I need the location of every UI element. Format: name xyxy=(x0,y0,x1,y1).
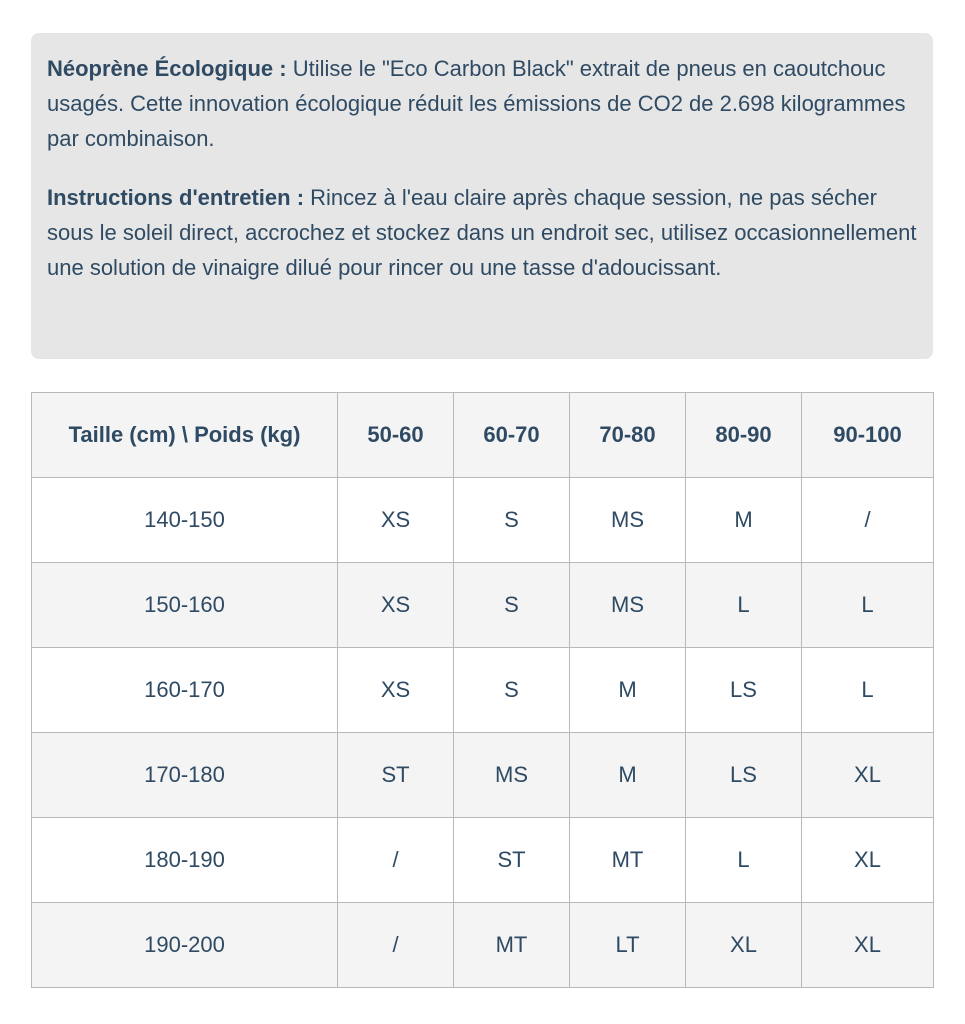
header-cell-weight: 70-80 xyxy=(570,393,686,478)
height-cell: 190-200 xyxy=(32,903,338,988)
header-cell-height-weight: Taille (cm) \ Poids (kg) xyxy=(32,393,338,478)
header-cell-weight: 80-90 xyxy=(686,393,802,478)
table-row xyxy=(32,648,934,733)
size-cell: XL xyxy=(802,733,934,818)
table-row xyxy=(32,733,934,818)
care-text: Rincez à l'eau claire après chaque session, ne pas sécher sous le soleil direct, accrochez et stockez dans un endroit sec, utilisez occasionnellement une solution de vinaigre dilué pour rincer ou une tasse d'adoucissant. xyxy=(47,185,917,280)
size-cell: MT xyxy=(454,903,570,988)
height-cell: 160-170 xyxy=(32,648,338,733)
size-chart-table xyxy=(31,392,934,988)
product-info-box xyxy=(31,33,933,359)
size-cell: XL xyxy=(802,818,934,903)
table-row xyxy=(32,903,934,988)
size-cell: LT xyxy=(570,903,686,988)
size-cell: LS xyxy=(686,648,802,733)
size-cell: MT xyxy=(570,818,686,903)
height-cell: 140-150 xyxy=(32,478,338,563)
size-cell: / xyxy=(338,903,454,988)
size-cell: L xyxy=(686,563,802,648)
neoprene-label: Néoprène Écologique : xyxy=(47,56,287,81)
size-cell: S xyxy=(454,648,570,733)
size-cell: LS xyxy=(686,733,802,818)
height-cell: 180-190 xyxy=(32,818,338,903)
size-cell: S xyxy=(454,478,570,563)
size-cell: / xyxy=(338,818,454,903)
size-cell: XL xyxy=(802,903,934,988)
table-row xyxy=(32,563,934,648)
size-cell: L xyxy=(802,563,934,648)
size-cell: XS xyxy=(338,648,454,733)
table-header-row xyxy=(32,393,934,478)
size-cell: M xyxy=(570,733,686,818)
size-cell: XS xyxy=(338,478,454,563)
size-cell: XL xyxy=(686,903,802,988)
neoprene-paragraph xyxy=(47,51,917,156)
header-cell-weight: 90-100 xyxy=(802,393,934,478)
care-instructions-paragraph xyxy=(47,180,917,285)
neoprene-text: Utilise le "Eco Carbon Black" extrait de pneus en caoutchouc usagés. Cette innovation écologique réduit les émissions de CO2 de 2.698 kilogrammes par combinaison. xyxy=(47,56,906,151)
size-cell: L xyxy=(802,648,934,733)
care-label: Instructions d'entretien : xyxy=(47,185,305,210)
height-cell: 170-180 xyxy=(32,733,338,818)
size-cell: L xyxy=(686,818,802,903)
size-cell: MS xyxy=(570,563,686,648)
size-cell: S xyxy=(454,563,570,648)
size-cell: MS xyxy=(570,478,686,563)
table-row xyxy=(32,818,934,903)
size-cell: M xyxy=(570,648,686,733)
height-cell: 150-160 xyxy=(32,563,338,648)
size-cell: M xyxy=(686,478,802,563)
size-cell: XS xyxy=(338,563,454,648)
size-cell: / xyxy=(802,478,934,563)
size-cell: MS xyxy=(454,733,570,818)
size-cell: ST xyxy=(454,818,570,903)
size-cell: ST xyxy=(338,733,454,818)
header-cell-weight: 60-70 xyxy=(454,393,570,478)
table-row xyxy=(32,478,934,563)
header-cell-weight: 50-60 xyxy=(338,393,454,478)
